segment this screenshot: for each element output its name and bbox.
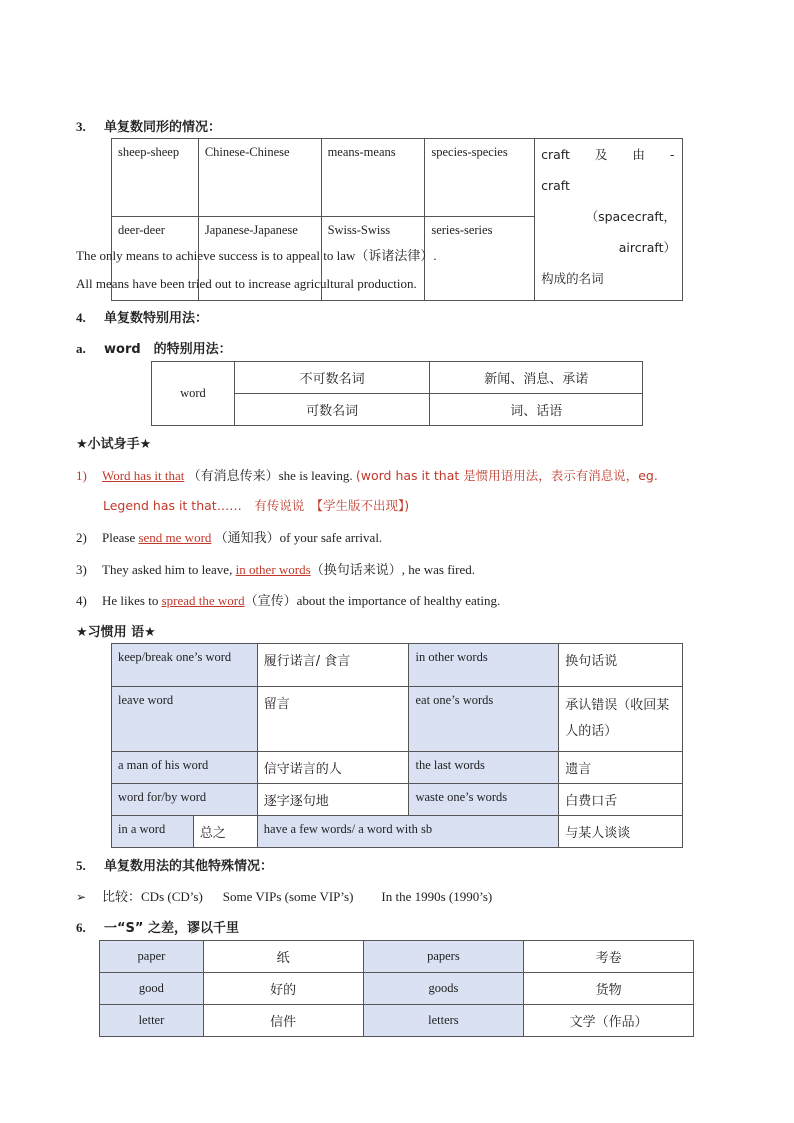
note: (word has it that 是惯用语用法，表示有消息说，eg. (355, 468, 658, 483)
idiom-meaning: 遗言 (559, 752, 683, 784)
table-cell: deer-deer (112, 216, 199, 300)
table-cell: series-series (425, 216, 535, 300)
bullet-arrow-icon: ➢ (76, 890, 87, 904)
idiom-meaning: 逐字逐句地 (257, 784, 409, 816)
section-title: 单复数用法的其他特殊情况： (104, 859, 274, 874)
meaning: 文学（作品） (524, 1005, 694, 1037)
craft-cell (535, 139, 683, 301)
idiom-meaning: 换句话说 (559, 644, 683, 687)
word-singular: letter (100, 1005, 204, 1037)
idiom-meaning: 与某人谈谈 (559, 816, 683, 848)
compare-label: 比较： (102, 890, 142, 905)
word-singular: good (100, 973, 204, 1005)
section-title: 单复数特别用法： (104, 311, 209, 326)
answer: Word has it that (102, 468, 185, 483)
sentence-rest: she is leaving. (278, 468, 353, 483)
idiom-english: leave word (112, 687, 258, 752)
sentence-start: They asked him to leave, (102, 562, 233, 577)
answer: in other words (235, 562, 311, 577)
section-title: 一“S” 之差，谬以千里 (104, 921, 239, 936)
item-number: 4) (76, 593, 87, 608)
hint: （换句话来说） (310, 563, 402, 578)
section-6-heading (76, 917, 239, 936)
sentence-start: He likes to (102, 593, 159, 608)
idiom-meaning: 总之 (193, 816, 257, 848)
compare-line (76, 886, 492, 905)
item-number: 2) (76, 530, 87, 545)
word-cell: word (152, 362, 235, 426)
item-number: 1) (76, 468, 87, 483)
meaning: 信件 (203, 1005, 363, 1037)
subsection-a-heading (76, 338, 232, 357)
section-title: 单复数同形的情况： (104, 120, 222, 135)
idiom-english: keep/break one’s word (112, 644, 258, 687)
section-number: 3. (76, 119, 86, 134)
section-3-heading (76, 116, 221, 135)
idiom-english: a man of his word (112, 752, 258, 784)
table-cell: 可数名词 (234, 394, 430, 426)
idiom-meaning: 留言 (257, 687, 409, 752)
compare-item: Some VIPs (some VIP’s) (222, 889, 354, 904)
word-plural: papers (363, 941, 524, 973)
hint: （通知我） (214, 531, 280, 546)
practice-item (76, 527, 382, 546)
hint: （宣传） (244, 594, 297, 609)
item-number: 3) (76, 562, 87, 577)
table-cell: 新闻、消息、承诺 (430, 362, 643, 394)
meaning: 考卷 (524, 941, 694, 973)
word-plural: goods (363, 973, 524, 1005)
note-continued: Legend has it that…… 有传说说 【学生版不出现】) (103, 498, 410, 513)
answer: spread the word (161, 593, 245, 608)
example-sentence: The only means to achieve success is to appeal to law（诉诸法律）. (76, 248, 437, 263)
idiom-english: in a word (112, 816, 194, 848)
idiom-meaning: 承认错误（收回某人的话） (559, 687, 683, 752)
hint: （有消息传来） (187, 469, 279, 484)
practice-item (76, 559, 475, 578)
subsection-label: a. (76, 341, 86, 356)
word-singular: paper (100, 941, 204, 973)
idioms-heading: ★习惯用 语★ (76, 625, 156, 640)
section-5-heading (76, 855, 273, 874)
practice-item (76, 590, 500, 609)
idiom-english: have a few words/ a word with sb (257, 816, 558, 848)
meaning: 纸 (203, 941, 363, 973)
table-cell: species-species (425, 139, 535, 217)
table-cell: means-means (321, 139, 425, 217)
idioms-table (111, 643, 683, 848)
craft-line: craft 及 由 -craft (541, 147, 675, 193)
subsection-title: word 的特别用法： (104, 342, 232, 357)
word-plural: letters (363, 1005, 524, 1037)
section-4-heading (76, 307, 208, 326)
practice-item (76, 465, 658, 484)
sentence-rest: , he was fired. (401, 562, 475, 577)
meaning: 货物 (524, 973, 694, 1005)
idiom-english: the last words (409, 752, 559, 784)
answer: send me word (138, 530, 212, 545)
s-difference-table (99, 940, 694, 1037)
idiom-meaning: 信守诺言的人 (257, 752, 409, 784)
section-number: 5. (76, 858, 86, 873)
table-cell: Japanese-Japanese (198, 216, 321, 300)
meaning: 好的 (203, 973, 363, 1005)
idiom-meaning: 履行诺言/ 食言 (257, 644, 409, 687)
sentence-rest: about the importance of healthy eating. (296, 593, 501, 608)
craft-line: （spacecraft，aircraft） (585, 209, 676, 255)
practice-heading: ★小试身手★ (76, 437, 152, 452)
word-usage-table (151, 361, 643, 426)
sentence-rest: of your safe arrival. (279, 530, 383, 545)
compare-item: In the 1990s (1990’s) (381, 889, 493, 904)
idiom-english: waste one’s words (409, 784, 559, 816)
idiom-meaning: 白费口舌 (559, 784, 683, 816)
table-cell: 不可数名词 (234, 362, 430, 394)
idiom-english: in other words (409, 644, 559, 687)
section-number: 4. (76, 310, 86, 325)
table-cell: 词、话语 (430, 394, 643, 426)
compare-item: CDs (CD’s) (141, 889, 203, 904)
table-cell: sheep-sheep (112, 139, 199, 217)
sentence-start: Please (102, 530, 136, 545)
idiom-english: eat one’s words (409, 687, 559, 752)
idiom-english: word for/by word (112, 784, 258, 816)
craft-line: 构成的名词 (541, 271, 604, 286)
table-cell: Swiss-Swiss (321, 216, 425, 300)
example-sentence: All means have been tried out to increase agricultural production. (76, 276, 417, 291)
table-cell: Chinese-Chinese (198, 139, 321, 217)
section-number: 6. (76, 920, 86, 935)
